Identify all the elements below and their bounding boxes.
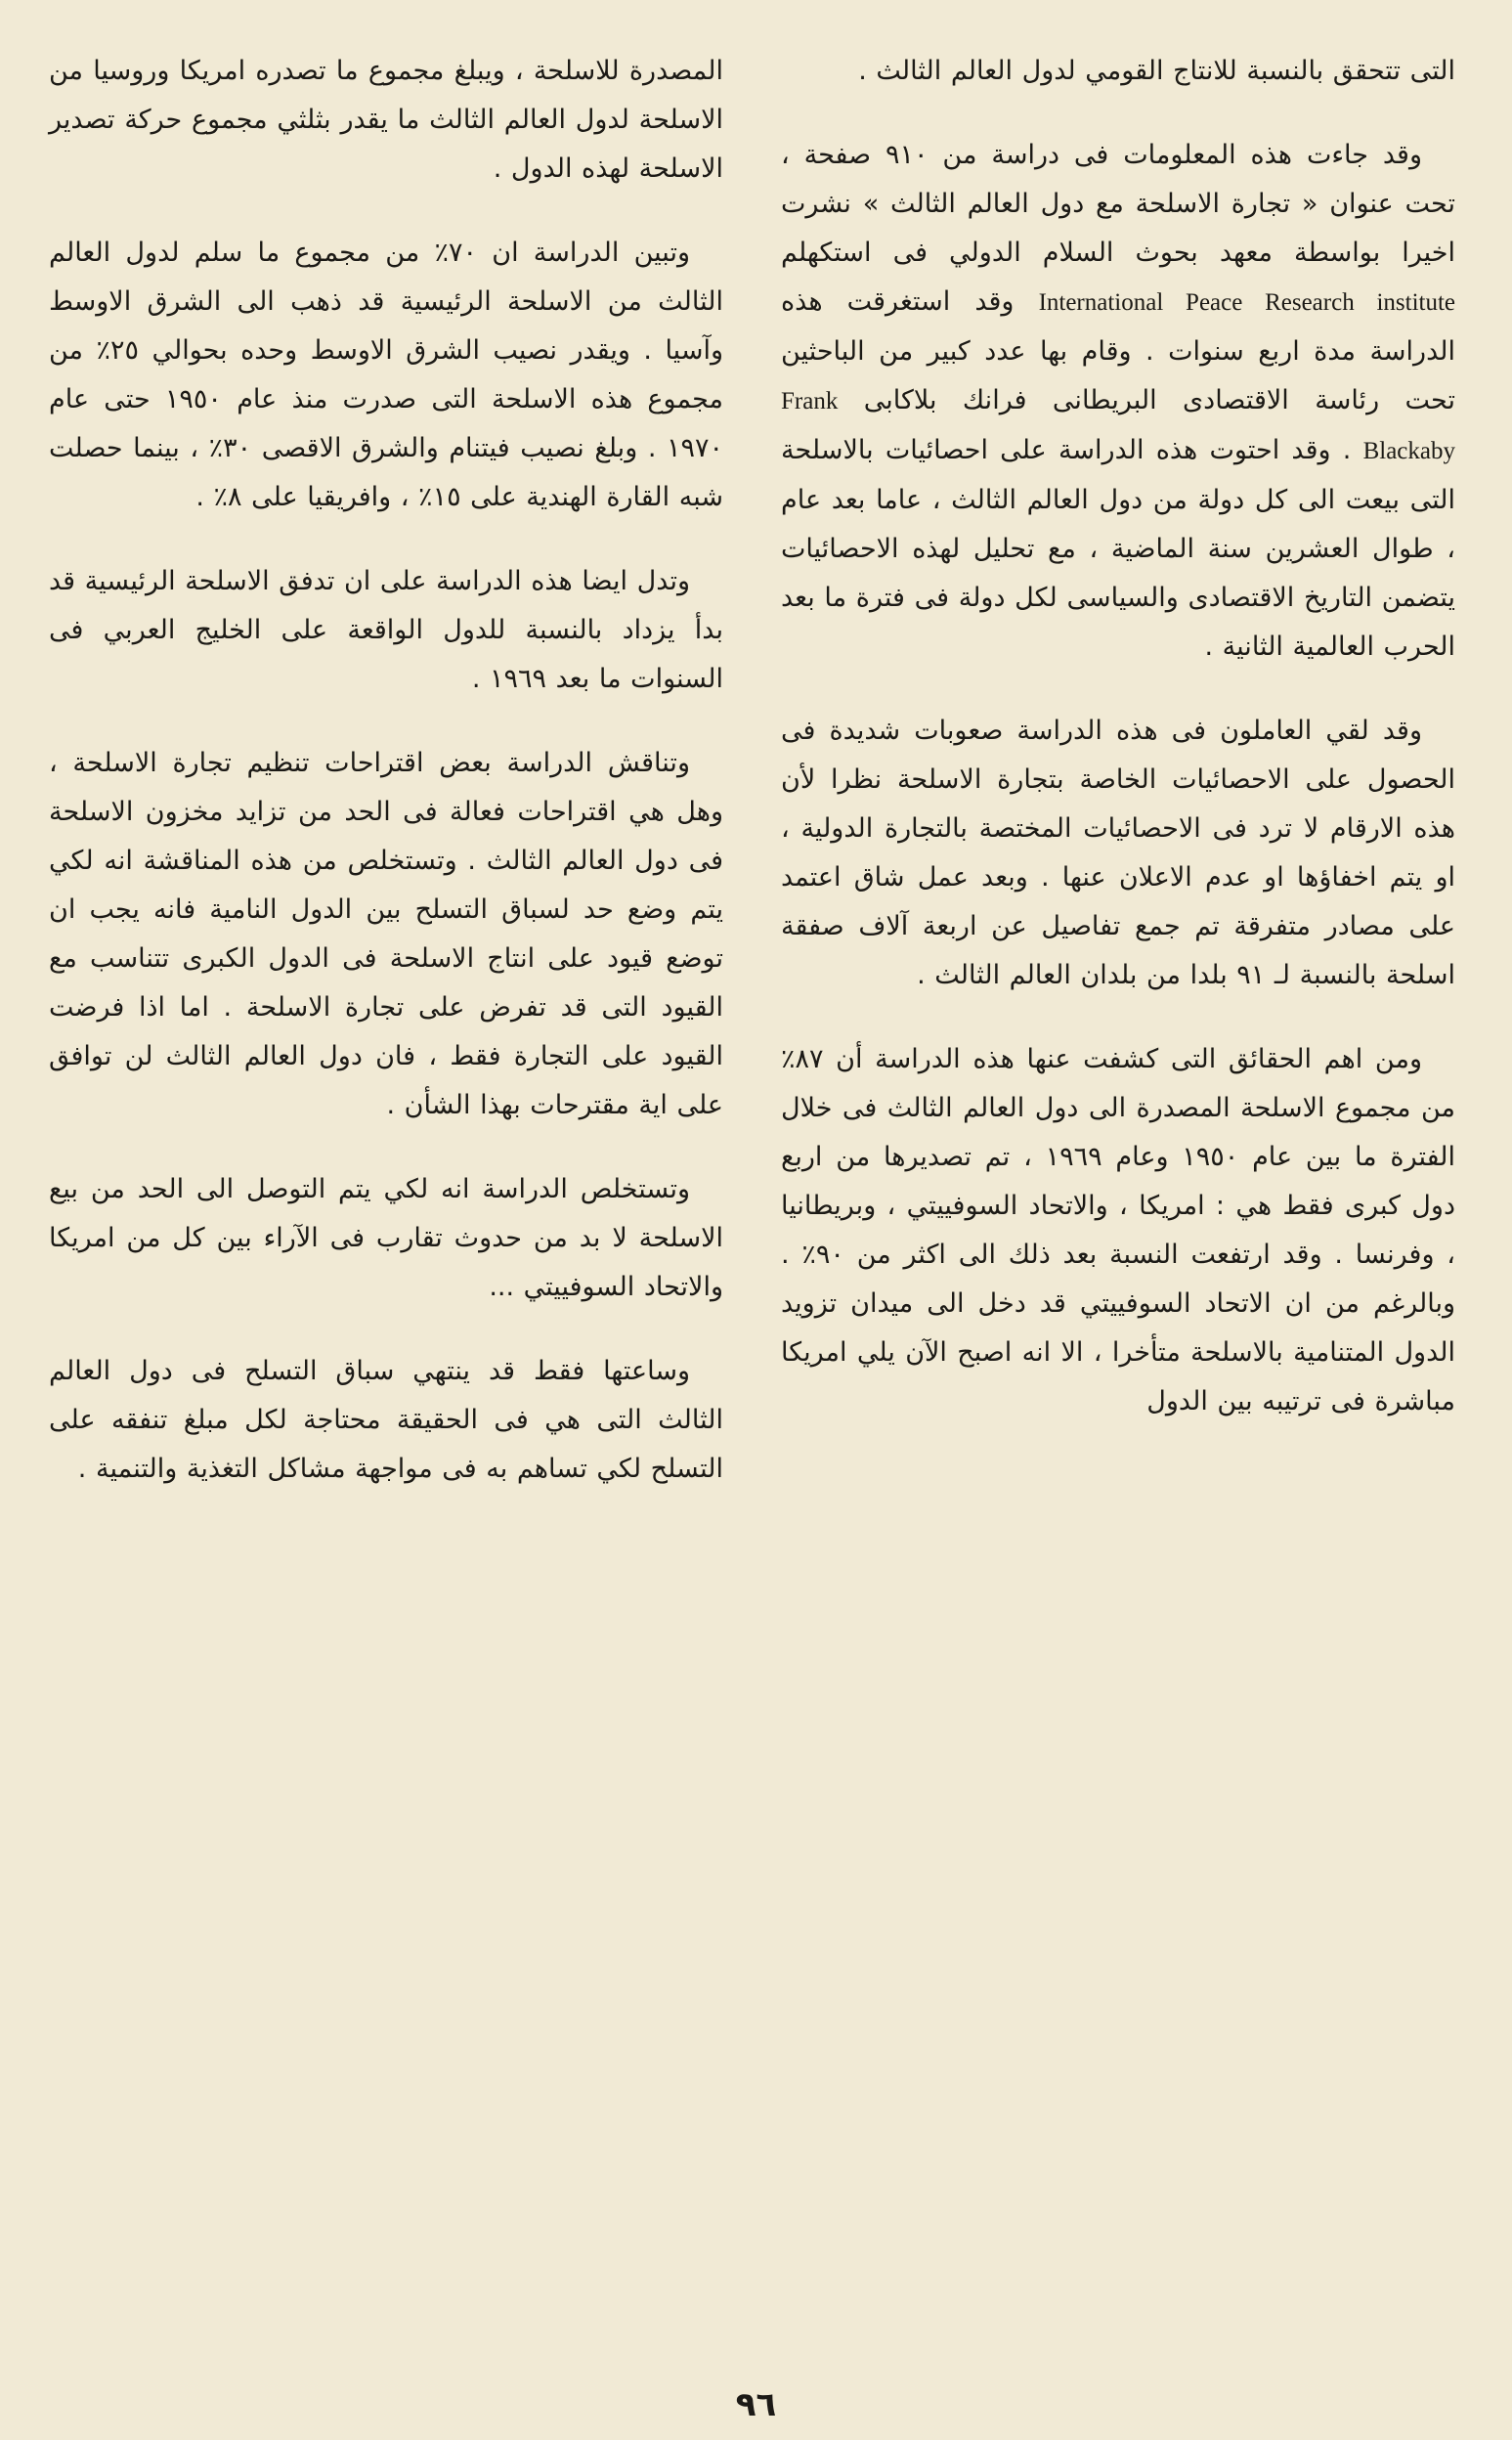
paragraph-text: وقد جاءت هذه المعلومات فى دراسة من ٩١٠ صفحة ، تحت عنوان « تجارة الاسلحة مع دول العالم الثالث » نشرت اخيرا بواسطة معهد بحوث السلام الدولي فى استكهلم xyxy=(781,140,1455,268)
paragraph: المصدرة للاسلحة ، ويبلغ مجموع ما تصدره امريكا وروسيا من الاسلحة لدول العالم الثالث ما يقدر بثلثي مجموع حركة تصدير الاسلحة لهذه الدول . xyxy=(49,56,723,184)
latin-name: Frank Blackaby xyxy=(781,388,1455,464)
paragraph: وتبين الدراسة ان ٧٠٪ من مجموع ما سلم لدول العالم الثالث من الاسلحة الرئيسية قد ذهب الى الشرق الاوسط وآسيا . ويقدر نصيب الشرق الاوسط وحده بحوالي ٢٥٪ من مجموع هذه الاسلحة التى صدرت منذ عام ١٩٥٠ حتى عام ١٩٧٠ . وبلغ نصيب فيتنام والشرق الاقصى ٣٠٪ ، بينما حصلت شبه القارة الهندية على ١٥٪ ، وافريقيا على ٨٪ . xyxy=(49,238,723,512)
right-column xyxy=(781,47,1455,1461)
left-column xyxy=(49,47,723,1529)
paragraph: وتستخلص الدراسة انه لكي يتم التوصل الى الحد من بيع الاسلحة لا بد من حدوث تقارب فى الآراء بين كل من امريكا والاتحاد السوفييتي ... xyxy=(49,1174,723,1302)
paragraph: وتدل ايضا هذه الدراسة على ان تدفق الاسلحة الرئيسية قد بدأ يزداد بالنسبة للدول الواقعة على الخليج العربي فى السنوات ما بعد ١٩٦٩ . xyxy=(49,566,723,694)
paragraph-text: . وقد احتوت هذه الدراسة على احصائيات بالاسلحة التى بيعت الى كل دولة من دول العالم الثالث ، عاما بعد عام ، طوال العشرين سنة الماضية ، مع تحليل لهذه الاحصائيات يتضمن التاريخ الاقتصادى والسياسى لكل دولة فى فترة ما بعد الحرب العالمية الثانية . xyxy=(781,435,1455,662)
paragraph: التى تتحقق بالنسبة للانتاج القومي لدول العالم الثالث . xyxy=(858,56,1455,86)
paragraph: وساعتها فقط قد ينتهي سباق التسلح فى دول العالم الثالث التى هي فى الحقيقة محتاجة لكل مبلغ تنفقه على التسلح لكي تساهم به فى مواجهة مشاكل التغذية والتنمية . xyxy=(49,1356,723,1484)
paragraph: وقد لقي العاملون فى هذه الدراسة صعوبات شديدة فى الحصول على الاحصائيات الخاصة بتجارة الاسلحة نظرا لأن هذه الارقام لا ترد فى الاحصائيات المختصة بالتجارة الدولية ، او يتم اخفاؤها او عدم الاعلان عنها . وبعد عمل شاق اعتمد على مصادر متفرقة تم جمع تفاصيل عن اربعة آلاف صفقة اسلحة بالنسبة لـ ٩١ بلدا من بلدان العالم الثالث . xyxy=(781,716,1455,990)
paragraph xyxy=(781,131,1455,672)
paragraph: وتناقش الدراسة بعض اقتراحات تنظيم تجارة الاسلحة ، وهل هي اقتراحات فعالة فى الحد من تزايد مخزون الاسلحة فى دول العالم الثالث . وتستخلص من هذه المناقشة انه لكي يتم وضع حد لسباق التسلح بين الدول النامية فانه يجب ان توضع قيود على انتاج الاسلحة فى الدول الكبرى تتناسب مع القيود التى قد تفرض على تجارة الاسلحة . اما اذا فرضت القيود على التجارة فقط ، فان دول العالم الثالث لن توافق على اية مقترحات بهذا الشأن . xyxy=(49,748,723,1120)
paragraph-text: وقد استغرقت هذه الدراسة مدة اربع سنوات . وقام بها عدد كبير من الباحثين تحت رئاسة الاقتصادى البريطانى فرانك بلاكابى xyxy=(781,286,1455,415)
page-number: ٩٦ xyxy=(735,2385,777,2424)
paragraph: ومن اهم الحقائق التى كشفت عنها هذه الدراسة أن ٨٧٪ من مجموع الاسلحة المصدرة الى دول العالم الثالث فى خلال الفترة ما بين عام ١٩٥٠ وعام ١٩٦٩ ، تم تصديرها من اربع دول كبرى فقط هي : امريكا ، والاتحاد السوفييتي ، وبريطانيا ، وفرنسا . وقد ارتفعت النسبة بعد ذلك الى اكثر من ٩٠٪ . وبالرغم من ان الاتحاد السوفييتي قد دخل الى ميدان تزويد الدول المتنامية بالاسلحة متأخرا ، الا انه اصبح الآن يلي امريكا مباشرة فى ترتيبه بين الدول xyxy=(781,1044,1455,1416)
latin-name: International Peace Research institute xyxy=(1038,289,1455,316)
